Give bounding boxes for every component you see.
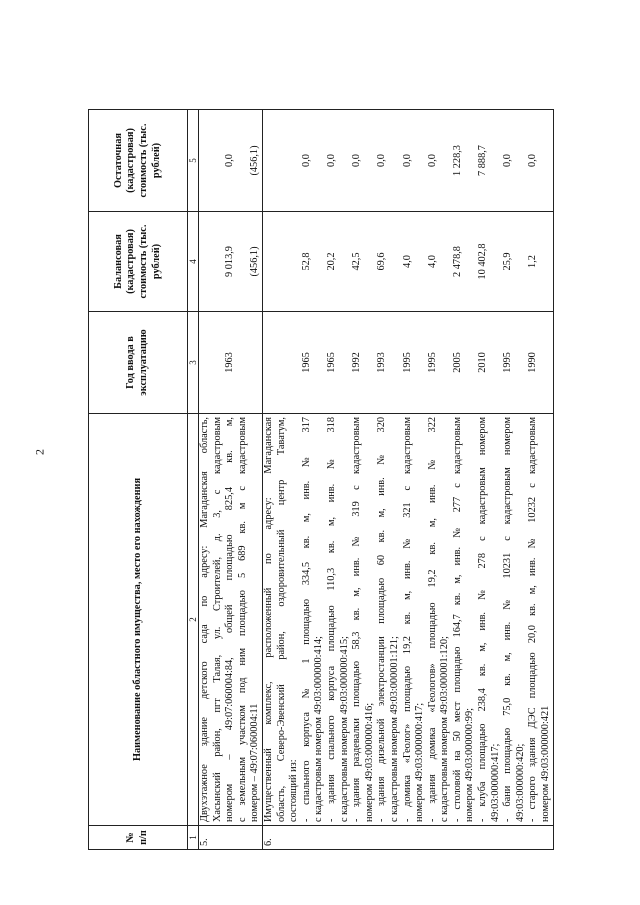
balance-cell [262, 212, 553, 312]
description-line: область, Северо-Эвенский район, оздоровительный центр Таватум, [275, 417, 287, 822]
residual-value: 0,0 [300, 154, 312, 167]
description-line: с кадастровым номером 49:03:000000:414; [313, 636, 325, 822]
page-number: 2 [32, 449, 47, 455]
column-number-row [188, 110, 199, 850]
residual-value [212, 113, 225, 208]
year-value: 1995 [426, 352, 438, 373]
residual-value: 0,0 [527, 154, 539, 167]
table-header-row [89, 110, 188, 850]
column-number: 4 [188, 212, 199, 312]
year-cell [262, 312, 553, 414]
column-number: 2 [188, 414, 199, 826]
residual-value [199, 113, 212, 208]
residual-value [237, 113, 250, 208]
balance-value: 52,8 [300, 252, 312, 271]
balance-value: 42,5 [351, 252, 363, 271]
year-value [389, 315, 402, 410]
table-row [262, 110, 553, 850]
description-line: 49:03:000000:417; [489, 743, 501, 822]
description-line: Двухэтажное здание детского сада по адресу: Магаданская область, [199, 417, 210, 822]
balance-value [490, 215, 503, 308]
year-value [364, 315, 377, 410]
year-value: 1990 [527, 352, 539, 373]
description-line: - здания домика «Геологов» площадью 19,2 кв. м, инв. № 322 [426, 417, 438, 822]
balance-value: 10 402,8 [477, 243, 489, 280]
column-number: 1 [188, 826, 199, 850]
residual-value [490, 113, 503, 208]
description-line: 49:03:000000:420; [514, 743, 526, 822]
residual-value: 0,0 [376, 154, 388, 167]
description-line: с кадастровым номером 49:03:000001:121; [388, 636, 400, 822]
header-name: Наименование областного имущества, место его нахождения [89, 414, 188, 826]
year-cell [199, 312, 263, 414]
residual-value: 0,0 [351, 154, 363, 167]
residual-value: 7 888,7 [477, 145, 489, 176]
rotated-page-content [88, 110, 613, 850]
year-value: 1993 [376, 352, 388, 373]
year-value [313, 315, 326, 410]
header-balance: Балансовая (кадастровая) стоимость (тыс. рублей) [89, 212, 188, 312]
balance-value: 9 013,9 [224, 246, 236, 277]
year-value [515, 315, 528, 410]
balance-value: (456,1) [249, 246, 261, 277]
property-description [262, 414, 553, 826]
row-number: 6. [262, 826, 553, 850]
residual-cell [262, 110, 553, 212]
balance-value: 4,0 [426, 255, 438, 268]
residual-value [339, 113, 352, 208]
year-value: 1963 [224, 352, 236, 373]
description-line: - спального корпуса № 1 площадью 334,5 кв. м, инв. № 317 [300, 417, 312, 822]
year-value [276, 315, 289, 410]
balance-value [414, 215, 427, 308]
residual-value [389, 113, 402, 208]
balance-value [339, 215, 352, 308]
balance-value: 69,6 [376, 252, 388, 271]
description-line: с кадастровым номером 49:03:000001:120; [439, 636, 451, 822]
balance-value: 1,2 [527, 255, 539, 268]
residual-value: 0,0 [502, 154, 514, 167]
residual-value [276, 113, 289, 208]
header-year: Год ввода в эксплуатацию [89, 312, 188, 414]
column-number: 5 [188, 110, 199, 212]
residual-value [515, 113, 528, 208]
description-line: номером 49:03:000000:416; [363, 702, 375, 822]
balance-value: 2 478,8 [451, 246, 463, 277]
year-value [237, 315, 250, 410]
description-line: - здания дизельной электростанции площадью 60 кв. м, инв. № 320 [376, 417, 388, 822]
description-line: - клуба площадью 238,4 кв. м, инв. № 278 с кадастровым номером [477, 417, 489, 822]
description-line: Имущественный комплекс, расположенный по адресу: Магаданская [262, 417, 274, 822]
residual-value [414, 113, 427, 208]
year-value: 1992 [351, 352, 363, 373]
balance-value [389, 215, 402, 308]
balance-value [364, 215, 377, 308]
column-number: 3 [188, 312, 199, 414]
year-value [199, 315, 212, 410]
property-table [88, 109, 554, 850]
balance-value [237, 215, 250, 308]
balance-value [540, 215, 553, 308]
residual-value [439, 113, 452, 208]
year-value: 1965 [325, 352, 337, 373]
residual-value [288, 113, 301, 208]
balance-value [439, 215, 452, 308]
residual-value: 0,0 [401, 154, 413, 167]
year-value [490, 315, 503, 410]
table-row [199, 110, 263, 850]
balance-value [464, 215, 477, 308]
residual-value: (456,1) [249, 145, 261, 176]
header-num: № п/п [89, 826, 188, 850]
balance-value [263, 215, 276, 308]
residual-value: 0,0 [325, 154, 337, 167]
year-value: 2005 [451, 352, 463, 373]
residual-value: 0,0 [426, 154, 438, 167]
description-line: - здания раздевалки площадью 58,3 кв. м, инв. № 319 с кадастровым [351, 417, 363, 822]
residual-value [464, 113, 477, 208]
description-line: номером 49:03:000000:417; [414, 702, 426, 822]
description-line: номером 49:03:000000:421 [540, 705, 552, 822]
year-value [339, 315, 352, 410]
balance-value [515, 215, 528, 308]
balance-cell [199, 212, 263, 312]
residual-cell [199, 110, 263, 212]
header-residual: Остаточная (кадастровая) стоимость (тыс. рублей) [89, 110, 188, 212]
year-value [249, 315, 262, 410]
balance-value [199, 215, 212, 308]
description-line: - домика «Геолог» площадью 19,2 кв. м, инв. № 321 с кадастровым [401, 417, 413, 822]
description-line: - здания спального корпуса площадью 110,3 кв. м, инв. № 318 [325, 417, 337, 822]
description-line: Хасынский район, пгт Талая, ул. Строителей, д. 3, с кадастровым [211, 417, 223, 822]
description-line: номером – 49:07:060004:11 [249, 703, 261, 822]
row-number: 5. [199, 826, 263, 850]
residual-value: 1 228,3 [451, 145, 463, 176]
year-value: 1965 [300, 352, 312, 373]
balance-value [212, 215, 225, 308]
year-value [414, 315, 427, 410]
residual-value [540, 113, 553, 208]
description-line: - старого здания ДЭС площадью 20,0 кв. м, инв. № 10232 с кадастровым [527, 417, 539, 822]
year-value: 1995 [502, 352, 514, 373]
year-value [288, 315, 301, 410]
residual-value [313, 113, 326, 208]
year-value [464, 315, 477, 410]
description-line: номером 49:03:000000:99; [464, 708, 476, 822]
year-value: 1995 [401, 352, 413, 373]
balance-value: 25,9 [502, 252, 514, 271]
description-line: с кадастровым номером 49:03:000000:415; [338, 636, 350, 822]
year-value [263, 315, 276, 410]
year-value [540, 315, 553, 410]
residual-value [263, 113, 276, 208]
description-line: - столовой на 50 мест площадью 164,7 кв. м, инв. № 277 с кадастровым [451, 417, 463, 822]
year-value [212, 315, 225, 410]
balance-value: 20,2 [325, 252, 337, 271]
year-value [439, 315, 452, 410]
residual-value [364, 113, 377, 208]
property-description [199, 414, 263, 826]
residual-value: 0,0 [224, 154, 236, 167]
balance-value: 4,0 [401, 255, 413, 268]
description-line: номером – 49:07:060004:84, общей площадью 825,4 кв. м, [224, 417, 236, 822]
balance-value [276, 215, 289, 308]
year-value: 2010 [477, 352, 489, 373]
balance-value [288, 215, 301, 308]
description-line: состоящий из: [288, 759, 300, 822]
balance-value [313, 215, 326, 308]
description-line: с земельным участком под ним площадью 5 689 кв. м с кадастровым [236, 417, 248, 822]
description-line: - бани площадью 75,0 кв. м, инв. № 10231 с кадастровым номером [502, 417, 514, 822]
